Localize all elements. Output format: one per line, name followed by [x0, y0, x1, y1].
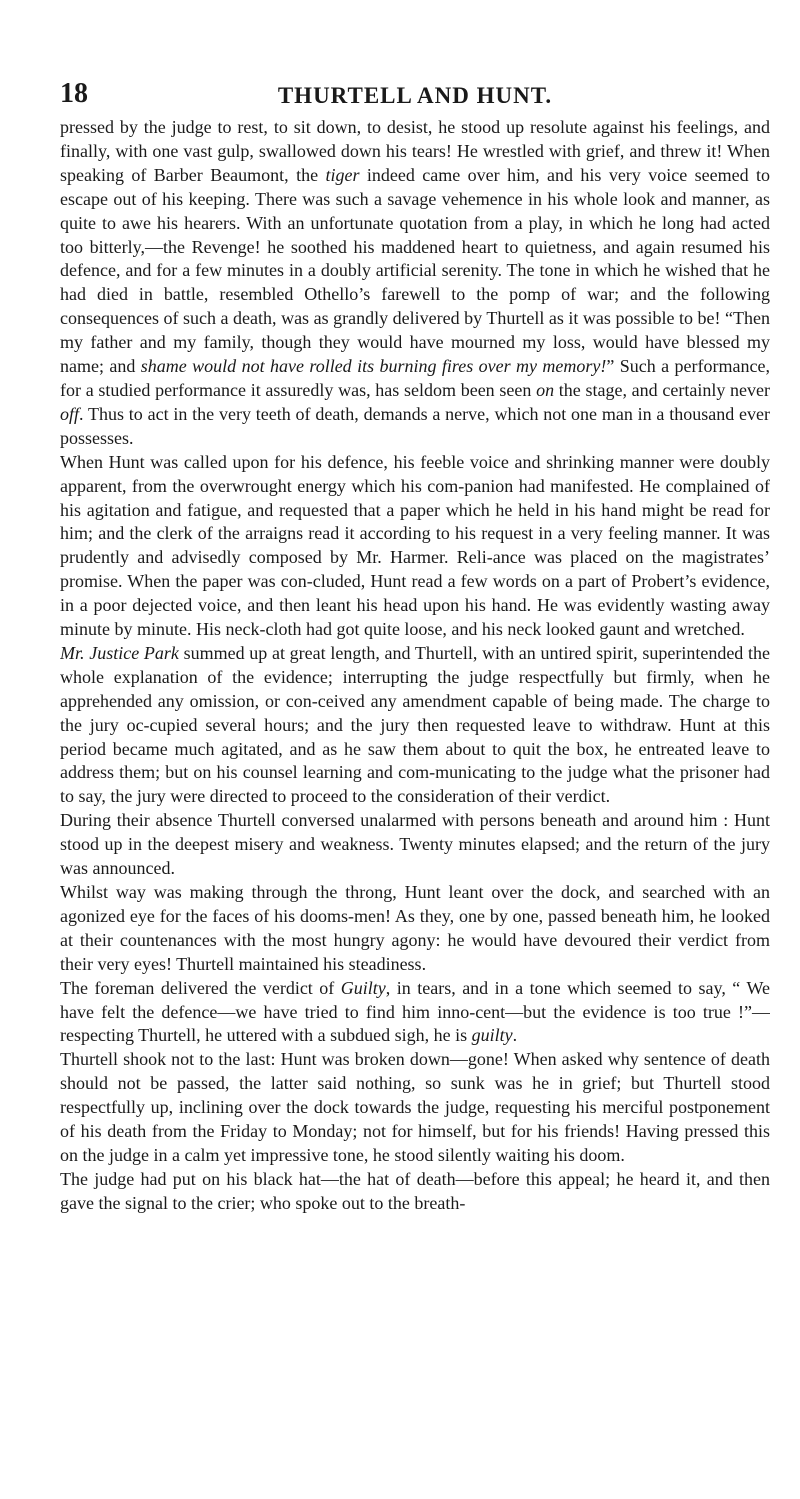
text-run: indeed came over him, and his very voice seemed to escape out of his keeping. There was such a savage vehemence in his whole look and manner, as quite to awe his hearers. With an unfortunate quotation from a play, in which he long had acted too bitterly,—the Revenge! he soothed his maddened heart to quietness, and again resumed his defence, and for a few minutes in a doubly artificial serenity. The tone in which he wished that he had died in battle, resembled Othello’s farewell to the pomp of war; and the following consequences of such a death, was as grandly delivered by Thurtell as it was possible to be! “Then my father and my family, though they would have mourned my loss, would have blessed my name; and — [60, 164, 770, 377]
text-run: . — [512, 1025, 518, 1046]
text-run: summed up at great length, and Thurtell, with an untired spirit, superintended the whole explanation of the evidence; interrupting the judge respectfully but firmly, when he apprehended any omission, or con-ceived any amendment capable of being made. The charge to the jury oc-cupied several hours; and the jury then requested leave to withdraw. Hunt at this period became much agitated, and as he saw them about to quit the box, he entreated leave to address them; but on his counsel learning and com-municating to the judge what the prisoner had to say, the jury were directed to proceed to the consideration of their verdict. — [60, 642, 770, 807]
italic-text: tiger — [325, 164, 360, 185]
italic-text: Mr. Justice Park — [60, 642, 179, 663]
italic-text: off — [60, 403, 80, 424]
body-text — [60, 116, 770, 1216]
paragraph — [60, 116, 770, 451]
page-header — [60, 72, 770, 116]
paragraph — [60, 451, 770, 642]
text-run: . Thus to act in the very teeth of death, demands a nerve, which not one man in a thousand ever possesses. — [60, 403, 770, 448]
paragraph — [60, 881, 770, 977]
text-run: The foreman delivered the verdict of — [60, 977, 341, 998]
paragraph — [60, 809, 770, 881]
text-run: The judge had put on his black hat—the hat of death—before this appeal; he heard it, and then gave the signal to the crier; who spoke out to the breath- — [60, 1168, 770, 1213]
text-run: When Hunt was called upon for his defence, his feeble voice and shrinking manner were doubly apparent, from the overwrought energy which his com-panion had manifested. He complained of his agitation and fatigue, and requested that a paper which he held in his hand might be read for him; and the clerk of the arraigns read it according to his request in a very feeling manner. It was prudently and advisedly composed by Mr. Harmer. Reli-ance was placed on the magistrates’ promise. When the paper was con-cluded, Hunt read a few words on a part of Probert’s evidence, in a poor dejected voice, and then leant his head upon his hand. He was evidently wasting away minute by minute. His neck-cloth had got quite loose, and his neck looked gaunt and wretched. — [60, 451, 770, 640]
italic-text: Guilty — [340, 977, 386, 998]
book-page — [60, 72, 770, 1482]
text-run: the stage, and certainly never — [554, 379, 770, 400]
paragraph — [60, 1168, 770, 1216]
italic-text: shame would not have rolled its burning fires over my memory! — [140, 356, 607, 377]
paragraph — [60, 1048, 770, 1168]
text-run: Thurtell shook not to the last: Hunt was broken down—gone! When asked why sentence of death should not be passed, the latter said nothing, so sunk was he in grief; but Thurtell stood respectfully up, inclining over the dock towards the judge, requesting his merciful postponement of his death from the Friday to Monday; not for himself, but for his friends! Having pressed this on the judge in a calm yet impressive tone, he stood silently waiting his doom. — [60, 1049, 770, 1165]
italic-text: on — [536, 379, 555, 400]
text-run: ” Such a performance, for a studied performance it assuredly was, has seldom been seen — [60, 356, 770, 400]
italic-text: guilty — [471, 1025, 513, 1046]
paragraph — [60, 977, 770, 1049]
running-head-title: THURTELL AND HUNT. — [277, 83, 553, 108]
text-run: During their absence Thurtell conversed unalarmed with persons beneath and around him : Hunt stood up in the deepest misery and weakness. Twenty minutes elapsed; and the return of the jury was announced. — [60, 810, 770, 879]
text-run: , in tears, and in a tone which seemed to say, “ We have felt the defence—we have tried to find him inno-cent—but the evidence is too true !”—respecting Thurtell, he uttered with a subdued sigh, he is — [60, 977, 770, 1046]
text-run: Whilst way was making through the throng, Hunt leant over the dock, and searched with an agonized eye for the faces of his dooms-men! As they, one by one, passed beneath him, he looked at their countenances with the most hungry agony: he would have devoured their verdict from their very eyes! Thurtell maintained his steadiness. — [60, 882, 770, 974]
page-number: 18 — [60, 78, 88, 109]
text-run: pressed by the judge to rest, to sit down, to desist, he stood up resolute against his feelings, and finally, with one vast gulp, swallowed down his tears! He wrestled with grief, and threw it! When speaking of Barber Beaumont, the — [60, 117, 770, 185]
paragraph — [60, 642, 770, 809]
